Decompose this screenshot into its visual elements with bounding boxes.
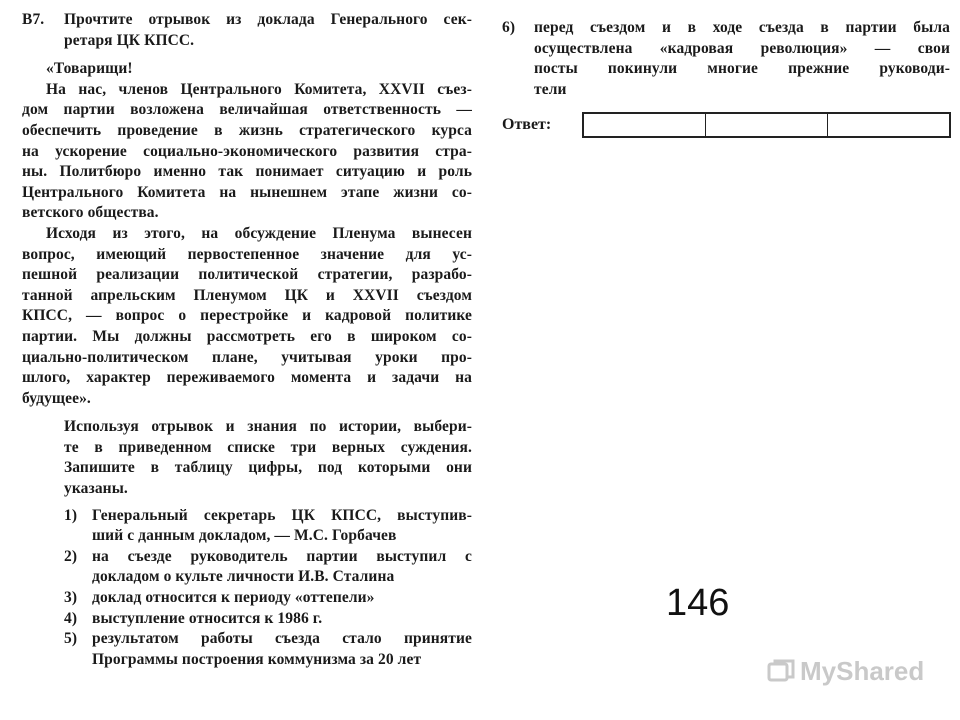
speech-paragraph-2-line: будущее». — [22, 389, 91, 407]
speech-paragraph-1-line: ны. Политбюро именно так понимает ситуацию и роль — [22, 163, 472, 181]
answer-option-6: 6) перед съездом и в ходе съезда в партии была — [502, 19, 950, 36]
answer-option-1-cont: ший с данным докладом, — М.С. Горбачев — [92, 527, 397, 545]
speech-paragraph-1-line: Центрального Комитета на нынешнем этапе жизни со- — [22, 183, 472, 201]
speech-paragraph-1-line: дом партии возложена величайшая ответственность — — [22, 101, 472, 119]
speech-paragraph-2-line: КПСС, — вопрос о перестройке и кадровой политике — [22, 307, 472, 325]
answer-option-6-cont: осуществлена «кадровая революция» — свои — [534, 39, 950, 57]
speech-paragraph-2-line: партии. Мы должны рассмотреть его в широком со- — [22, 327, 472, 345]
watermark-text: MyShared — [800, 656, 925, 686]
left-column — [22, 10, 472, 670]
right-column — [502, 18, 950, 100]
answer-label: Ответ: — [502, 116, 552, 133]
answer-option-5-cont: Программы построения коммунизма за 20 лет — [92, 650, 422, 668]
answer-row — [502, 112, 951, 138]
speech-paragraph-2-line: пешной реализации политической стратегии, разрабо- — [22, 266, 472, 284]
speech-paragraph-2-line: танной апрельским Пленумом ЦК и XXVII съездом — [22, 286, 472, 304]
task-instruction-line: те в приведенном списке три верных суждения. — [64, 438, 472, 456]
answer-option-1: 1) Генеральный секретарь ЦК КПСС, выступив- — [64, 506, 472, 524]
speech-paragraph-2-line: вопрос, имеющий первостепенное значение для ус- — [22, 245, 472, 263]
speech-paragraph-2-line: шлого, характер переживаемого момента и задачи на — [22, 369, 472, 387]
myshared-logo-icon — [766, 657, 796, 687]
answer-option-2: 2) на съезде руководитель партии выступил с — [64, 547, 472, 565]
task-instruction-line: указаны. — [64, 480, 128, 498]
question-number: В7. — [22, 11, 45, 28]
answer-option-5: 5) результатом работы съезда стало принятие — [64, 630, 472, 648]
answer-option-3: 3) доклад относится к периоду «оттепели» — [64, 589, 375, 607]
page-number: 146 — [666, 582, 730, 624]
answer-cell[interactable] — [584, 114, 705, 136]
answer-option-6-cont: посты покинули многие прежние руководи- — [534, 60, 950, 78]
speech-paragraph-1-line: На нас, членов Центрального Комитета, XXVII съез- — [46, 80, 472, 98]
speech-paragraph-1-line: обеспечить проведение в жизнь стратегического курса — [22, 121, 472, 139]
answer-option-4: 4) выступление относится к 1986 г. — [64, 609, 323, 627]
task-instruction-line: Используя отрывок и знания по истории, выбери- — [64, 418, 472, 436]
speech-greeting: «Товарищи! — [46, 60, 133, 78]
answer-table — [582, 112, 951, 138]
question-intro-line-1: В7. Прочтите отрывок из доклада Генерального сек- — [22, 10, 472, 31]
task-instruction-line: Запишите в таблицу цифры, под которыми они — [64, 459, 472, 477]
speech-paragraph-1-line: ветского общества. — [22, 204, 159, 222]
question-intro-line-2: ретаря ЦК КПСС. — [64, 31, 195, 49]
answer-cell[interactable] — [827, 114, 949, 136]
answer-option-2-cont: докладом о культе личности И.В. Сталина — [92, 568, 395, 586]
speech-paragraph-2-line: Исходя из этого, на обсуждение Пленума вынесен — [46, 224, 472, 242]
speech-paragraph-1-line: на ускорение социально-экономического развития стра- — [22, 142, 472, 160]
answer-cell[interactable] — [705, 114, 827, 136]
speech-paragraph-2-line: циально-политическом плане, учитывая уроки про- — [22, 348, 472, 366]
answer-option-6-cont: тели — [534, 80, 567, 98]
watermark — [766, 656, 924, 687]
